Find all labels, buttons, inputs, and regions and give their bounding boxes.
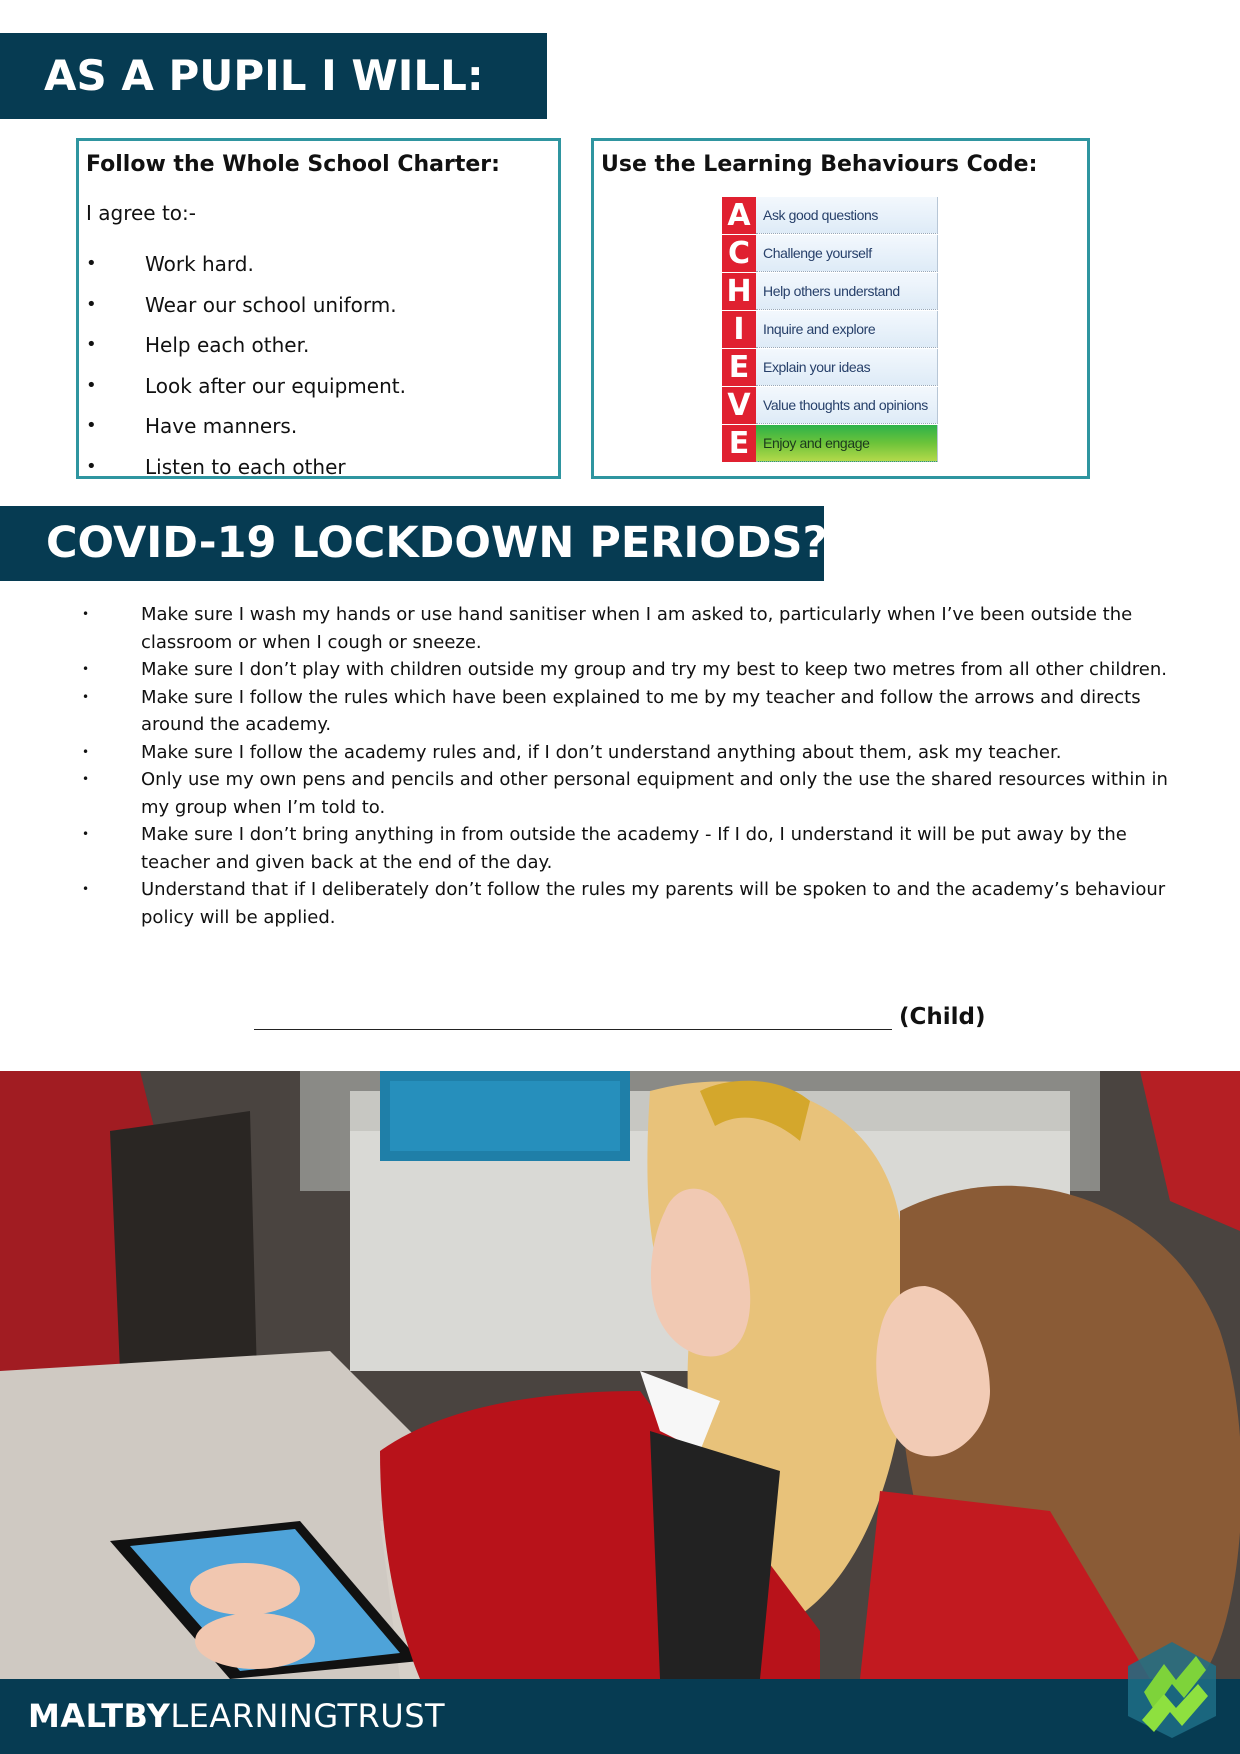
achieve-row <box>722 425 938 463</box>
charter-title: Follow the Whole School Charter: <box>86 152 500 177</box>
achieve-row <box>722 387 938 425</box>
list-item <box>80 766 1170 821</box>
covid-rules-list <box>80 601 1170 931</box>
bullet-icon: • <box>82 744 90 759</box>
bullet-icon: • <box>86 334 97 355</box>
covid-rule-text: Only use my own pens and pencils and other personal equipment and only the use the shared resources within in my group when I’m told to. <box>141 769 1168 818</box>
achieve-row <box>722 349 938 387</box>
charter-item-text: Work hard. <box>145 252 254 276</box>
brand-bold: MALTBY <box>28 1697 171 1735</box>
list-item <box>80 876 1170 931</box>
list-item <box>79 447 558 488</box>
brand-wordmark <box>28 1697 445 1735</box>
achieve-box <box>591 138 1090 479</box>
section-banner-pupil: AS A PUPIL I WILL: <box>0 33 547 119</box>
achieve-text: Explain your ideas <box>756 349 938 386</box>
bullet-icon: • <box>82 827 90 841</box>
list-item <box>79 406 558 447</box>
charter-item-text: Look after our equipment. <box>145 373 406 398</box>
covid-rule-text: Make sure I wash my hands or use hand sanitiser when I am asked to, particularly when I’ve been outside the classroom or when I cough or sneeze. <box>141 604 1133 653</box>
achieve-text: Enjoy and engage <box>756 425 938 462</box>
charter-item-text: Wear our school uniform. <box>145 292 397 317</box>
maltby-trust-logo-icon <box>1124 1640 1220 1740</box>
list-item <box>80 821 1170 876</box>
achieve-letter: V <box>722 387 756 424</box>
charter-item-text: Help each other. <box>145 333 310 357</box>
bullet-icon: • <box>86 293 97 315</box>
achieve-text: Value thoughts and opinions <box>756 387 938 424</box>
covid-rule-text: Make sure I follow the academy rules and, if I don’t understand anything about them, ask my teacher. <box>141 741 1062 763</box>
charter-list <box>79 244 558 487</box>
achieve-row <box>722 197 938 235</box>
list-item <box>79 244 558 285</box>
achieve-letter: C <box>722 235 756 272</box>
charter-intro: I agree to:- <box>86 201 196 225</box>
achieve-text: Challenge yourself <box>756 235 938 272</box>
achieve-text: Ask good questions <box>756 197 938 234</box>
covid-rule-text: Make sure I follow the rules which have been explained to me by my teacher and follow the arrows and directs around the academy. <box>141 686 1141 735</box>
list-item <box>80 656 1170 684</box>
brand-light: LEARNINGTRUST <box>170 1697 446 1735</box>
achieve-letter: I <box>722 311 756 348</box>
bullet-icon: • <box>82 689 90 704</box>
achieve-title: Use the Learning Behaviours Code: <box>601 152 1038 177</box>
bullet-icon: • <box>82 772 90 786</box>
signature-line[interactable] <box>254 1029 892 1030</box>
achieve-letter: E <box>722 425 756 462</box>
bullet-icon: • <box>82 662 90 676</box>
covid-rule-text: Understand that if I deliberately don’t follow the rules my parents will be spoken to and the academy’s behaviour policy will be applied. <box>141 879 1166 928</box>
achieve-row <box>722 235 938 273</box>
charter-item-text: Listen to each other <box>145 454 346 479</box>
bullet-icon: • <box>86 415 97 436</box>
achieve-graphic <box>722 197 938 463</box>
list-item <box>80 739 1170 767</box>
classroom-photo <box>0 1071 1240 1679</box>
bullet-icon: • <box>82 607 90 621</box>
achieve-text: Help others understand <box>756 273 938 310</box>
list-item <box>79 325 558 366</box>
section-banner-covid: COVID-19 LOCKDOWN PERIODS? <box>0 506 824 581</box>
achieve-row <box>722 311 938 349</box>
list-item <box>80 601 1170 656</box>
covid-rule-text: Make sure I don’t bring anything in from outside the academy - If I do, I understand it will be put away by the teacher and given back at the end of the day. <box>141 824 1127 873</box>
covid-rule-text: Make sure I don’t play with children outside my group and try my best to keep two metres from all other children. <box>141 659 1167 680</box>
achieve-letter: H <box>722 273 756 310</box>
footer-bar <box>0 1679 1240 1754</box>
charter-box <box>76 138 561 479</box>
list-item <box>80 684 1170 739</box>
bullet-icon: • <box>86 253 97 274</box>
signature-label: (Child) <box>899 1004 986 1030</box>
bullet-icon: • <box>82 882 90 896</box>
bullet-icon: • <box>86 374 97 396</box>
achieve-letter: A <box>722 197 756 234</box>
achieve-row <box>722 273 938 311</box>
list-item <box>79 366 558 407</box>
achieve-text: Inquire and explore <box>756 311 938 348</box>
bullet-icon: • <box>86 455 97 477</box>
charter-item-text: Have manners. <box>145 414 298 438</box>
list-item <box>79 285 558 326</box>
achieve-letter: E <box>722 349 756 386</box>
